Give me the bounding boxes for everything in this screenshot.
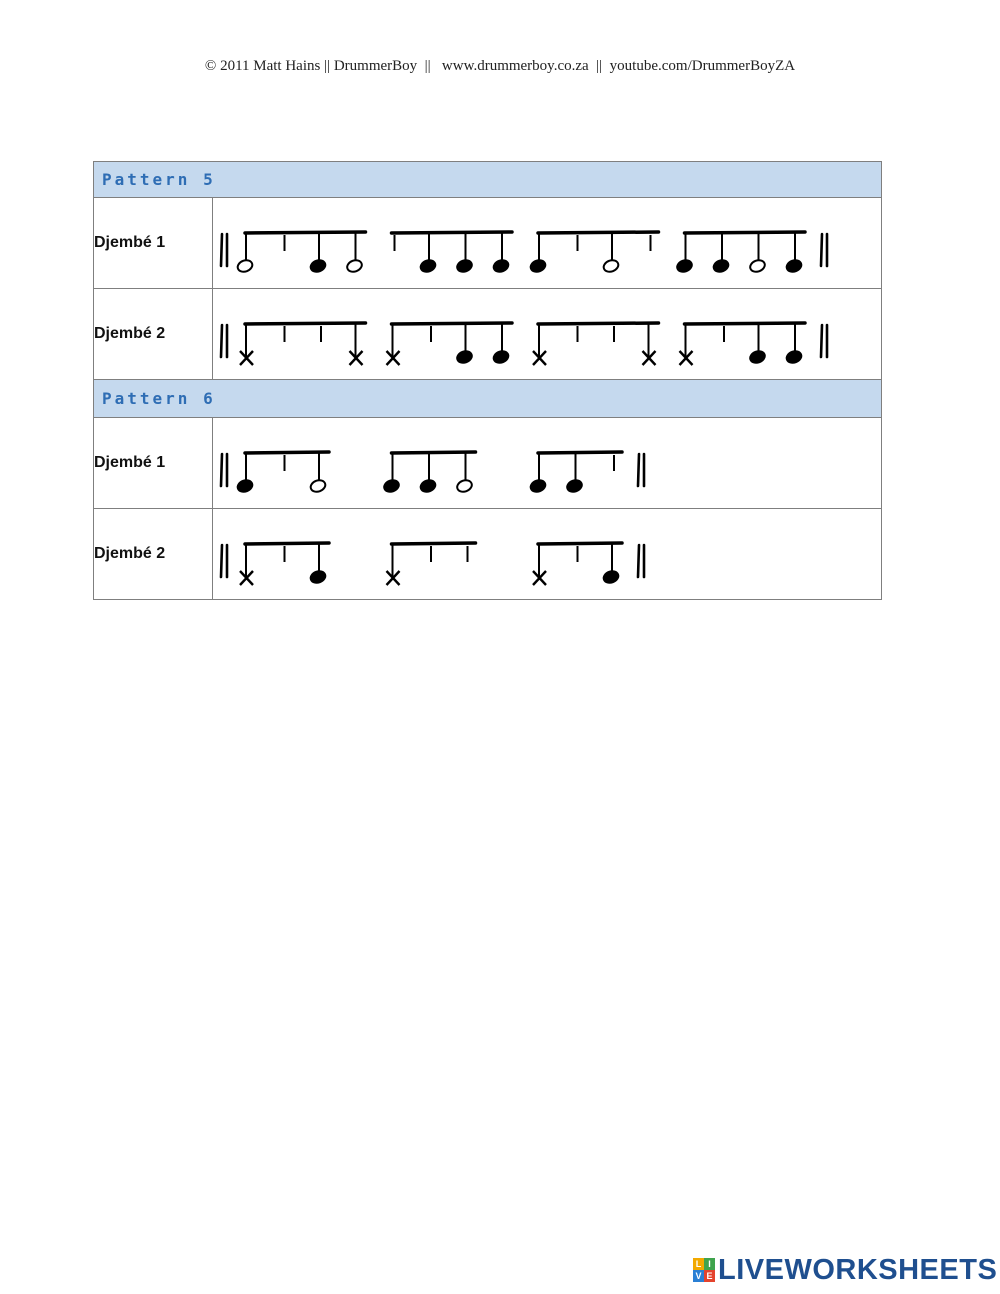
pattern-6-djembe-2-row [94, 509, 882, 600]
logo-text: LIVEWORKSHEETS [718, 1253, 998, 1286]
bass-note [492, 324, 510, 365]
beat-group [387, 543, 476, 585]
bass-note [419, 233, 437, 274]
notation-svg [213, 289, 873, 379]
notehead [749, 349, 767, 364]
beat-group [529, 232, 658, 274]
notehead [785, 258, 803, 273]
beam [538, 452, 622, 453]
slap-note [350, 324, 363, 365]
beat-group [240, 323, 366, 365]
rhythm-notation [213, 418, 882, 509]
beat-group [680, 323, 806, 365]
bass-note [529, 453, 547, 494]
instrument-label: Djembé 1 [94, 418, 213, 509]
bass-note [236, 453, 254, 494]
bass-note [785, 324, 803, 365]
notehead [785, 349, 803, 364]
notehead [309, 258, 327, 273]
notehead [566, 478, 584, 493]
logo-mark-letter: V [693, 1270, 704, 1282]
beam [392, 323, 513, 324]
open-note [456, 453, 474, 494]
pattern-5-title: Pattern 5 [94, 162, 882, 198]
instrument-label: Djembé 2 [94, 289, 213, 380]
pattern-5-title-row [94, 162, 882, 198]
beat-group [240, 543, 329, 585]
repeat-barline [638, 454, 644, 486]
beam [538, 232, 659, 233]
notehead [492, 349, 510, 364]
patterns-table [93, 161, 882, 600]
notehead [456, 478, 474, 493]
pattern-6-title-row [94, 380, 882, 418]
beat-group [387, 323, 513, 365]
open-note [749, 233, 767, 274]
notehead [529, 258, 547, 273]
beat-group [533, 543, 622, 585]
notehead [309, 569, 327, 584]
bass-note [456, 233, 474, 274]
beam [538, 543, 622, 544]
beat-group [529, 452, 622, 494]
beat-group [676, 232, 805, 274]
bass-note [383, 453, 401, 494]
pattern-6-title: Pattern 6 [94, 380, 882, 418]
logo-mark-letter: E [704, 1270, 715, 1282]
open-note [346, 233, 364, 274]
notehead [676, 258, 694, 273]
logo-mark-letter: L [693, 1258, 704, 1270]
notehead [419, 258, 437, 273]
bass-note [492, 233, 510, 274]
repeat-barline [821, 234, 827, 266]
logo-mark-letter: I [704, 1258, 715, 1270]
slap-note [680, 324, 693, 365]
bass-note [749, 324, 767, 365]
logo-mark-icon [693, 1258, 715, 1282]
beam [245, 543, 329, 544]
open-note [602, 233, 620, 274]
repeat-barline [221, 325, 227, 357]
open-note [236, 233, 254, 274]
notehead [749, 258, 767, 273]
bass-note [309, 544, 327, 585]
rhythm-notation [213, 509, 882, 600]
liveworksheets-logo [693, 1254, 997, 1286]
copyright-header: © 2011 Matt Hains || DrummerBoy || www.drummerboy.co.za || youtube.com/DrummerBoyZA [204, 58, 796, 74]
slap-note [240, 324, 253, 365]
repeat-barline [221, 234, 227, 266]
beat-group [236, 452, 329, 494]
bass-note [419, 453, 437, 494]
open-note [309, 453, 327, 494]
repeat-barline [221, 545, 227, 577]
notehead [602, 569, 620, 584]
beam [392, 452, 476, 453]
notehead [236, 258, 254, 273]
beam [245, 232, 366, 233]
beat-group [392, 232, 513, 274]
rhythm-notation [213, 289, 882, 380]
notehead [492, 258, 510, 273]
bass-note [602, 544, 620, 585]
notation-svg [213, 418, 873, 508]
pattern-5-djembe-1-row [94, 198, 882, 289]
notehead [529, 478, 547, 493]
beam [685, 323, 806, 324]
beam [685, 232, 806, 233]
beat-group [383, 452, 476, 494]
notehead [383, 478, 401, 493]
bass-note [676, 233, 694, 274]
instrument-label: Djembé 1 [94, 198, 213, 289]
rhythm-notation [213, 198, 882, 289]
repeat-barline [221, 454, 227, 486]
beam [245, 452, 329, 453]
bass-note [456, 324, 474, 365]
beam [392, 232, 513, 233]
notehead [712, 258, 730, 273]
beat-group [533, 323, 659, 365]
notehead [236, 478, 254, 493]
beam [245, 323, 366, 324]
notehead [456, 349, 474, 364]
bass-note [529, 233, 547, 274]
slap-note [643, 324, 656, 365]
notehead [602, 258, 620, 273]
bass-note [566, 453, 584, 494]
notation-svg [213, 198, 873, 288]
notation-svg [213, 509, 873, 599]
bass-note [712, 233, 730, 274]
beam [392, 543, 476, 544]
notehead [346, 258, 364, 273]
slap-note [387, 324, 400, 365]
slap-note [533, 324, 546, 365]
slap-note [533, 544, 546, 585]
notehead [309, 478, 327, 493]
bass-note [785, 233, 803, 274]
slap-note [240, 544, 253, 585]
instrument-label: Djembé 2 [94, 509, 213, 600]
bass-note [309, 233, 327, 274]
notehead [419, 478, 437, 493]
beam [538, 323, 659, 324]
slap-note [387, 544, 400, 585]
repeat-barline [638, 545, 644, 577]
pattern-5-djembe-2-row [94, 289, 882, 380]
repeat-barline [821, 325, 827, 357]
notehead [456, 258, 474, 273]
beat-group [236, 232, 365, 274]
pattern-6-djembe-1-row [94, 418, 882, 509]
